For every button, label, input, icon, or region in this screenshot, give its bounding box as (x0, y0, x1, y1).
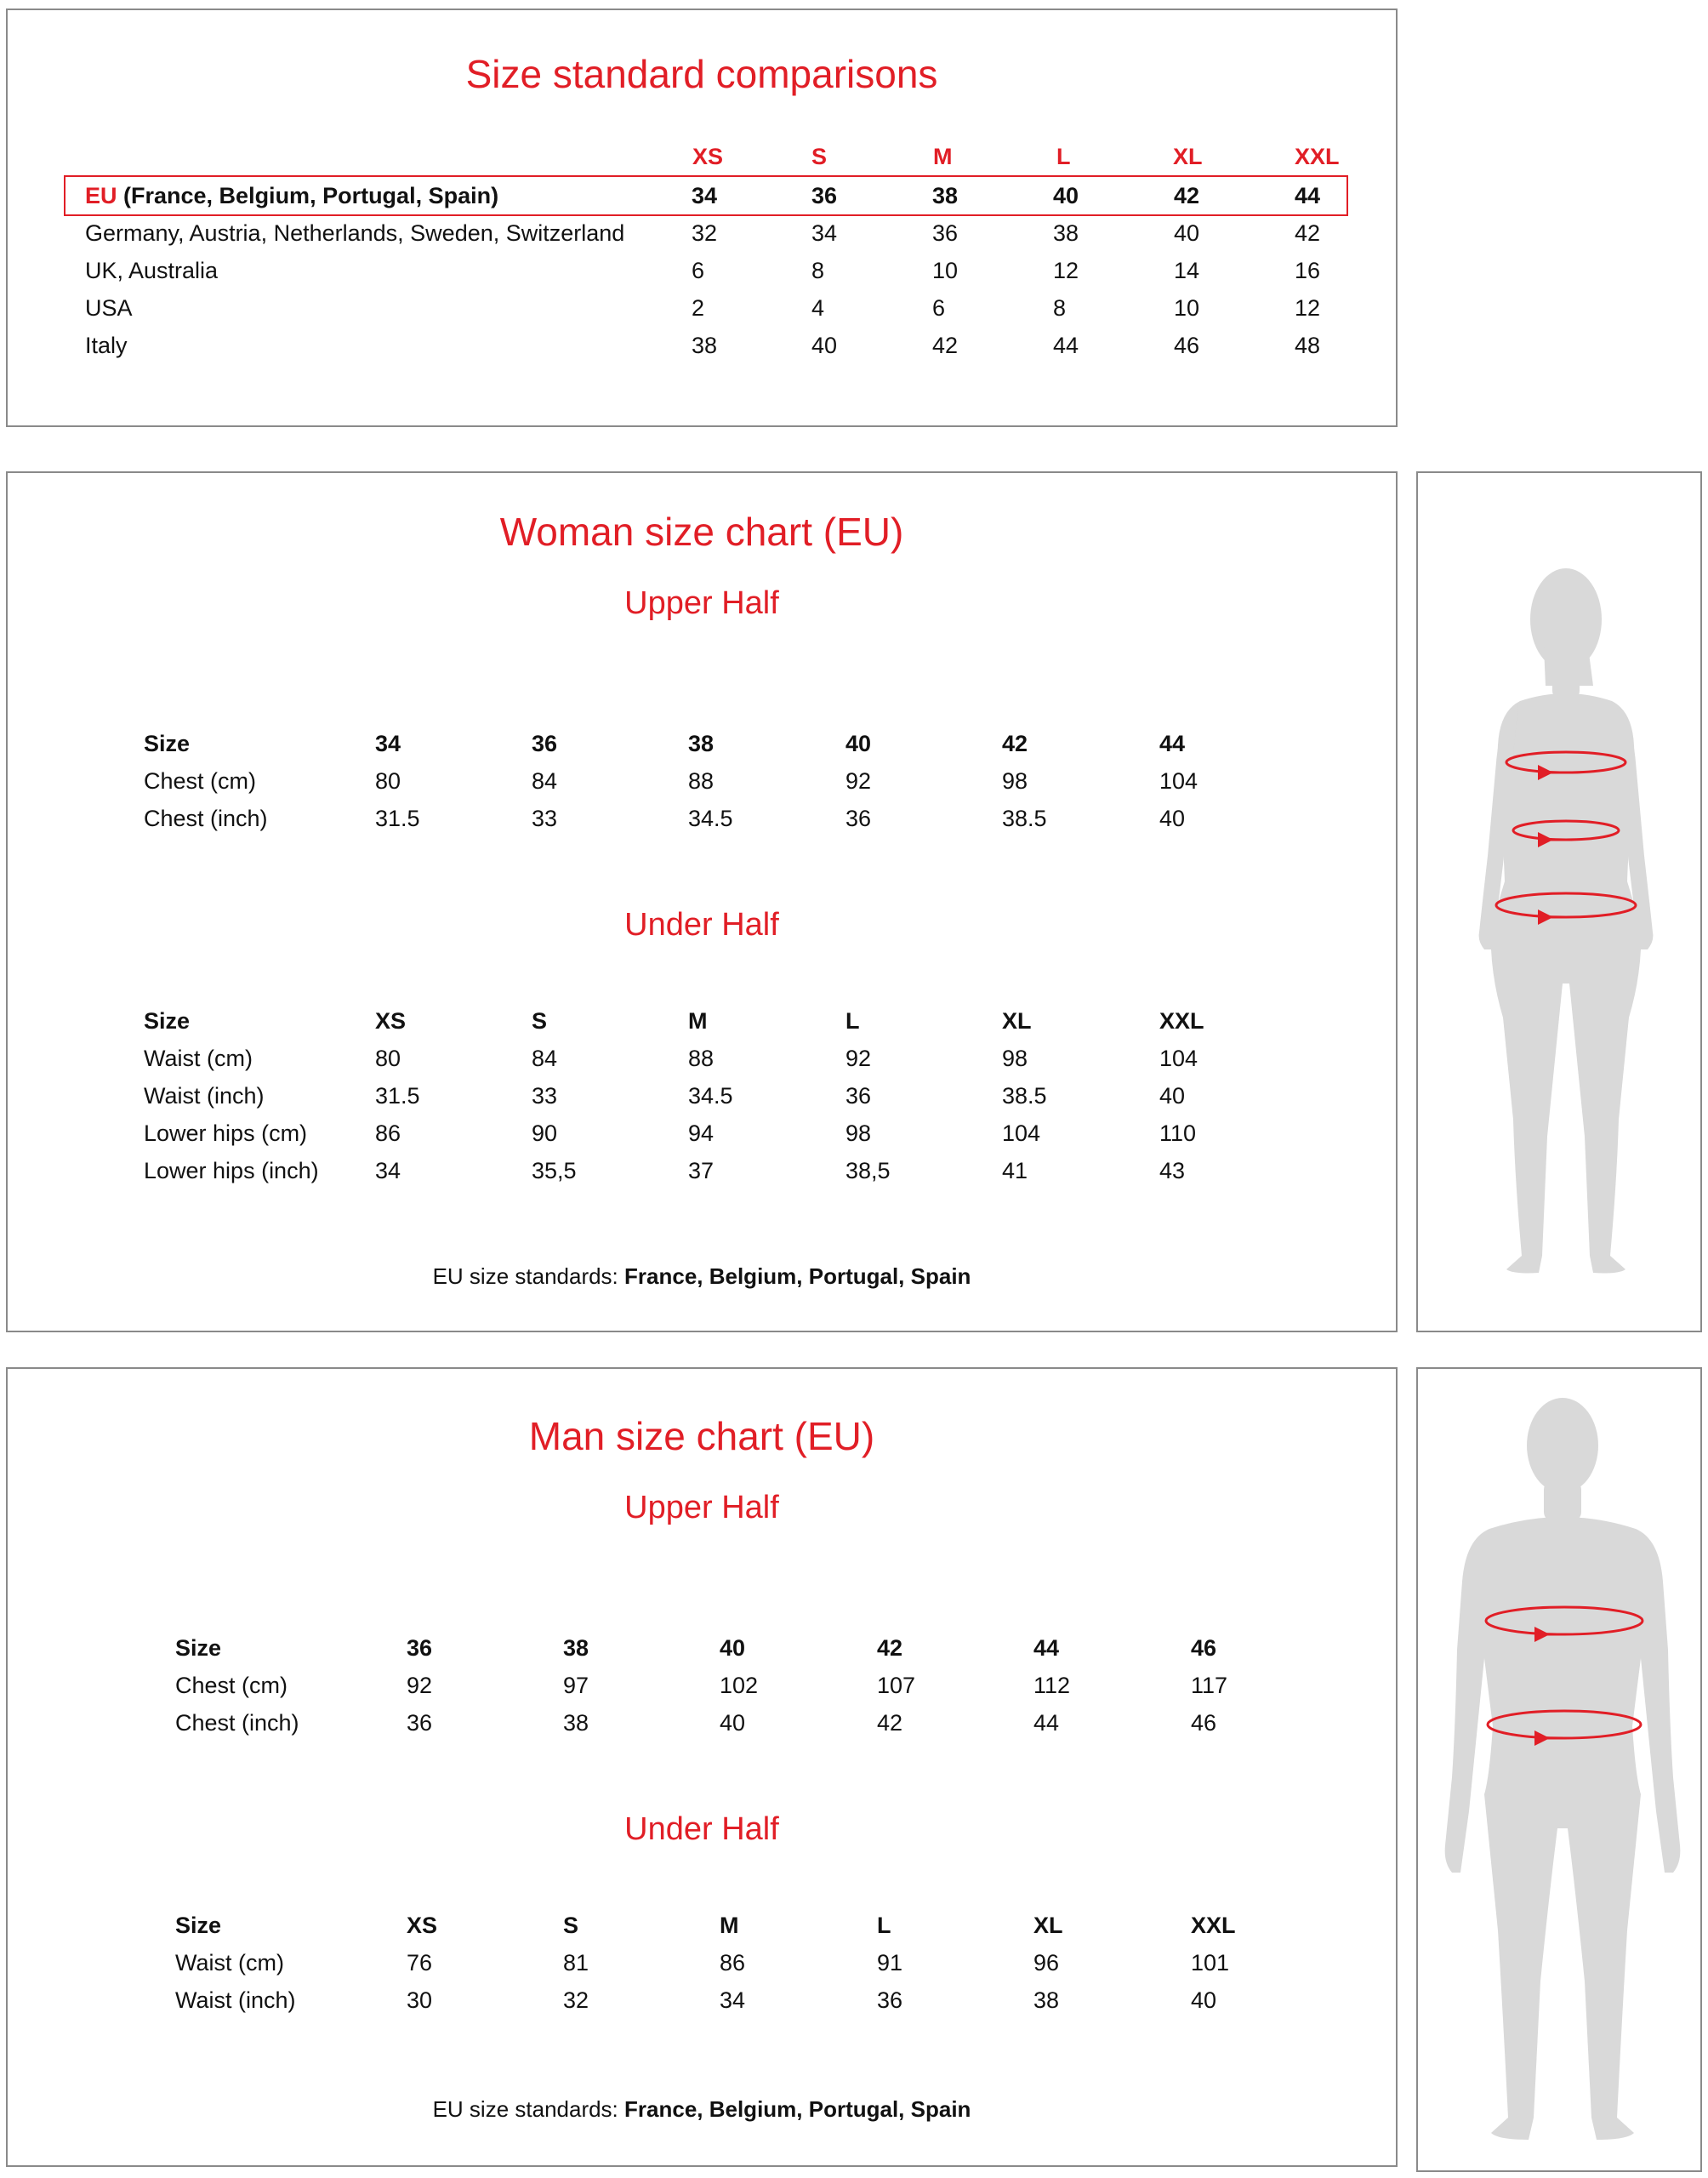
table-cell: 84 (532, 1046, 558, 1071)
row-label: UK, Australia (85, 258, 219, 283)
row-label: Waist (inch) (144, 1083, 265, 1109)
column-header: L (845, 1008, 860, 1034)
woman-size-chart-panel (6, 471, 1398, 1332)
column-header: M (688, 1008, 708, 1034)
column-header: 40 (845, 731, 872, 756)
table-cell: 42 (1295, 220, 1321, 246)
man-upper-header-row (8, 1629, 1396, 1667)
column-header: 36 (532, 731, 558, 756)
table-cell: 40 (811, 333, 838, 358)
table-cell: 104 (1159, 1046, 1198, 1071)
table-cell: 42 (877, 1710, 903, 1736)
table-cell: 90 (532, 1120, 558, 1146)
eu-countries: (France, Belgium, Portugal, Spain) (117, 183, 499, 208)
column-header: Size (175, 1913, 222, 1938)
comparison-row (8, 252, 1396, 289)
column-header: S (563, 1913, 579, 1938)
footer-countries: France, Belgium, Portugal, Spain (624, 2096, 971, 2122)
table-cell: 36 (932, 220, 959, 246)
row-label: Germany, Austria, Netherlands, Sweden, Switzerland (85, 220, 625, 246)
table-cell: 101 (1191, 1950, 1230, 1976)
footer-prefix: EU size standards: (432, 2096, 625, 2122)
table-row (8, 1981, 1396, 2019)
table-cell: 31.5 (375, 806, 420, 831)
table-row (8, 1704, 1396, 1742)
column-header: 34 (375, 731, 401, 756)
row-label: Chest (inch) (175, 1710, 299, 1736)
table-cell: 40 (1053, 183, 1079, 208)
table-row (8, 1944, 1396, 1981)
column-header: 38 (688, 731, 715, 756)
table-cell: 46 (1191, 1710, 1217, 1736)
table-cell: 37 (688, 1158, 715, 1183)
table-cell: 10 (1174, 295, 1200, 321)
table-cell: 36 (877, 1987, 903, 2013)
size-header-m: M (933, 144, 953, 169)
size-comparison-panel (6, 9, 1398, 427)
table-cell: 98 (845, 1120, 872, 1146)
table-cell: 44 (1295, 183, 1321, 208)
column-header: Size (144, 1008, 191, 1034)
column-header: M (720, 1913, 739, 1938)
table-cell: 98 (1002, 1046, 1028, 1071)
table-cell: 94 (688, 1120, 715, 1146)
table-cell: 81 (563, 1950, 589, 1976)
size-header-xxl: XXL (1295, 144, 1340, 169)
column-header: 40 (720, 1635, 746, 1661)
column-header: 42 (877, 1635, 903, 1661)
table-cell: 92 (845, 1046, 872, 1071)
table-cell: 98 (1002, 768, 1028, 794)
table-cell: 34 (811, 220, 838, 246)
table-cell: 84 (532, 768, 558, 794)
table-cell: 8 (811, 258, 825, 283)
man-under-half-title: Under Half (624, 1811, 779, 1847)
row-label: Lower hips (inch) (144, 1158, 319, 1183)
table-cell: 88 (688, 768, 715, 794)
table-cell: 6 (932, 295, 946, 321)
man-figure-panel (1416, 1367, 1702, 2172)
table-cell: 38 (692, 333, 718, 358)
table-cell: 34 (375, 1158, 401, 1183)
table-cell: 112 (1033, 1673, 1071, 1698)
row-label: USA (85, 295, 133, 321)
footer-countries: France, Belgium, Portugal, Spain (624, 1263, 971, 1289)
row-label: Waist (cm) (175, 1950, 284, 1976)
column-header: XS (375, 1008, 407, 1034)
eu-row-label (85, 177, 498, 214)
column-header: Size (144, 731, 191, 756)
man-under-header-row (8, 1907, 1396, 1944)
table-cell: 91 (877, 1950, 903, 1976)
table-cell: 12 (1053, 258, 1079, 283)
column-header: Size (175, 1635, 222, 1661)
woman-chart-title: Woman size chart (EU) (499, 510, 904, 554)
table-cell: 35,5 (532, 1158, 577, 1183)
size-header-xl: XL (1173, 144, 1203, 169)
row-label: Waist (cm) (144, 1046, 253, 1071)
column-header: XXL (1159, 1008, 1204, 1034)
table-cell: 40 (1174, 220, 1200, 246)
table-cell: 42 (1174, 183, 1200, 208)
column-header: 38 (563, 1635, 589, 1661)
column-header: S (532, 1008, 548, 1034)
column-header: 42 (1002, 731, 1028, 756)
table-cell: 104 (1159, 768, 1198, 794)
table-cell: 36 (811, 183, 838, 208)
row-label: Waist (inch) (175, 1987, 296, 2013)
table-cell: 92 (407, 1673, 433, 1698)
table-cell: 38.5 (1002, 806, 1047, 831)
table-cell: 32 (563, 1987, 589, 2013)
table-cell: 97 (563, 1673, 589, 1698)
table-cell: 117 (1191, 1673, 1228, 1698)
size-header-l: L (1056, 144, 1071, 169)
row-label: Chest (cm) (144, 768, 257, 794)
table-cell: 14 (1174, 258, 1200, 283)
table-cell: 104 (1002, 1120, 1041, 1146)
table-cell: 36 (407, 1710, 433, 1736)
comparison-row (8, 214, 1396, 252)
table-cell: 43 (1159, 1158, 1186, 1183)
table-cell: 8 (1053, 295, 1067, 321)
table-row (8, 762, 1396, 800)
table-cell: 4 (811, 295, 825, 321)
table-cell: 34.5 (688, 806, 733, 831)
column-header: 44 (1033, 1635, 1060, 1661)
column-header: XL (1033, 1913, 1063, 1938)
table-row (8, 1115, 1396, 1152)
table-cell: 110 (1159, 1120, 1197, 1146)
table-cell: 102 (720, 1673, 759, 1698)
table-cell: 10 (932, 258, 959, 283)
woman-figure-panel (1416, 471, 1702, 1332)
man-chart-title: Man size chart (EU) (528, 1414, 875, 1458)
table-cell: 30 (407, 1987, 433, 2013)
size-header-s: S (811, 144, 828, 169)
table-cell: 6 (692, 258, 705, 283)
woman-under-half-title: Under Half (624, 907, 779, 943)
table-cell: 86 (375, 1120, 401, 1146)
table-cell: 38 (1053, 220, 1079, 246)
column-header: L (877, 1913, 891, 1938)
table-cell: 38 (932, 183, 959, 208)
comparison-row-eu (8, 177, 1396, 214)
table-cell: 16 (1295, 258, 1321, 283)
woman-silhouette-icon (1418, 473, 1704, 1334)
table-cell: 107 (877, 1673, 916, 1698)
table-cell: 76 (407, 1950, 433, 1976)
man-eu-standards-note (8, 2092, 1396, 2126)
table-cell: 44 (1053, 333, 1079, 358)
column-header: 36 (407, 1635, 433, 1661)
table-cell: 31.5 (375, 1083, 420, 1109)
column-header: XXL (1191, 1913, 1236, 1938)
table-cell: 80 (375, 1046, 401, 1071)
comparison-row (8, 289, 1396, 327)
table-cell: 32 (692, 220, 718, 246)
table-cell: 33 (532, 1083, 558, 1109)
woman-upper-half-title: Upper Half (624, 585, 779, 621)
table-cell: 34.5 (688, 1083, 733, 1109)
table-cell: 38,5 (845, 1158, 891, 1183)
column-header: XL (1002, 1008, 1032, 1034)
table-cell: 92 (845, 768, 872, 794)
column-header: 44 (1159, 731, 1186, 756)
table-cell: 41 (1002, 1158, 1028, 1183)
table-cell: 33 (532, 806, 558, 831)
table-cell: 2 (692, 295, 705, 321)
comparison-header-row (8, 138, 1396, 175)
table-cell: 34 (692, 183, 718, 208)
woman-upper-header-row (8, 725, 1396, 762)
table-cell: 96 (1033, 1950, 1060, 1976)
table-row (8, 800, 1396, 837)
table-row (8, 1152, 1396, 1189)
table-cell: 40 (1191, 1987, 1217, 2013)
comparison-row (8, 327, 1396, 364)
column-header: 46 (1191, 1635, 1217, 1661)
table-row (8, 1077, 1396, 1115)
comparison-title: Size standard comparisons (465, 52, 938, 96)
table-row (8, 1667, 1396, 1704)
man-size-chart-panel (6, 1367, 1398, 2167)
table-cell: 86 (720, 1950, 746, 1976)
table-cell: 46 (1174, 333, 1200, 358)
row-label: Chest (inch) (144, 806, 268, 831)
row-label: Italy (85, 333, 128, 358)
man-upper-half-title: Upper Half (624, 1490, 779, 1525)
table-row (8, 1040, 1396, 1077)
eu-prefix: EU (85, 183, 117, 208)
row-label: Lower hips (cm) (144, 1120, 308, 1146)
woman-eu-standards-note (8, 1259, 1396, 1293)
table-cell: 38 (563, 1710, 589, 1736)
table-cell: 48 (1295, 333, 1321, 358)
table-cell: 34 (720, 1987, 746, 2013)
woman-under-header-row (8, 1002, 1396, 1040)
table-cell: 44 (1033, 1710, 1060, 1736)
table-cell: 12 (1295, 295, 1321, 321)
column-header: XS (407, 1913, 438, 1938)
table-cell: 38 (1033, 1987, 1060, 2013)
row-label: Chest (cm) (175, 1673, 288, 1698)
table-cell: 40 (1159, 806, 1186, 831)
table-cell: 40 (720, 1710, 746, 1736)
size-header-xs: XS (692, 144, 724, 169)
table-cell: 80 (375, 768, 401, 794)
table-cell: 40 (1159, 1083, 1186, 1109)
table-cell: 38.5 (1002, 1083, 1047, 1109)
table-cell: 88 (688, 1046, 715, 1071)
table-cell: 36 (845, 806, 872, 831)
table-cell: 36 (845, 1083, 872, 1109)
table-cell: 42 (932, 333, 959, 358)
man-silhouette-icon (1418, 1369, 1704, 2174)
footer-prefix: EU size standards: (432, 1263, 625, 1289)
